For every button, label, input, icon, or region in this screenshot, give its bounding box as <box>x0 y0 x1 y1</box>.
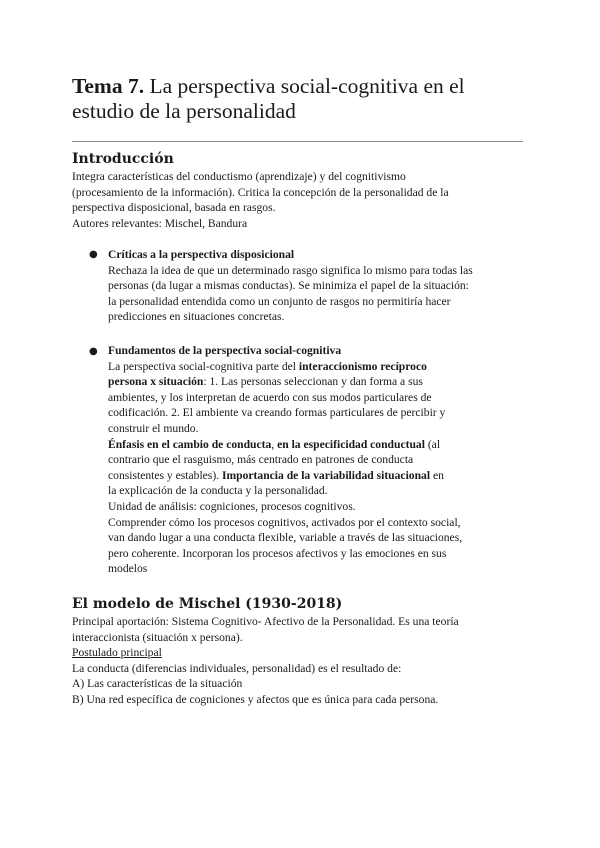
fundamentos-line: modelos <box>108 562 148 576</box>
mischel-line: A) Las características de la situación <box>72 677 243 691</box>
mischel-paragraph <box>72 614 459 708</box>
fundamentos-line: ambientes, y los interpretan de acuerdo con sus modos particulares de <box>108 390 432 404</box>
intro-line: perspectiva disposicional, basada en rasgos. <box>72 201 276 215</box>
mischel-heading: El modelo de Mischel (1930-2018) <box>72 596 343 612</box>
intro-line: Autores relevantes: Mischel, Bandura <box>72 216 248 230</box>
fundamentos-line: pero coherente. Incorporan los procesos afectivos y las emociones en sus <box>108 546 447 560</box>
bullet-marker: ● <box>89 346 98 357</box>
title-label: Tema 7. <box>72 74 145 98</box>
intro-line: (procesamiento de la información). Critica la concepción de la personalidad de la <box>72 185 449 199</box>
bullet-criticas-line: personas (da lugar a mismas conductas). Se minimiza el papel de la situación: <box>108 279 469 293</box>
fundamentos-line: Unidad de análisis: cogniciones, procesos cognitivos. <box>108 499 356 513</box>
title-text-line1: La perspectiva social-cognitiva en el <box>149 74 465 98</box>
fundamentos-line: construir el mundo. <box>108 421 199 435</box>
fundamentos-line: la explicación de la conducta y la personalidad. <box>108 484 328 498</box>
bullet-criticas-line: Rechaza la idea de que un determinado rasgo significa lo mismo para todas las <box>108 263 473 277</box>
title-text-line2: estudio de la personalidad <box>72 99 296 123</box>
mischel-line: La conducta (diferencias individuales, personalidad) es el resultado de: <box>72 661 402 675</box>
fundamentos-line: Comprender cómo los procesos cognitivos, activados por el contexto social, <box>108 515 461 529</box>
title-divider <box>72 141 523 142</box>
fundamentos-line: consistentes y estables). Importancia de la variabilidad situacional en <box>108 468 444 482</box>
bullet-criticas-heading: Críticas a la perspectiva disposicional <box>108 248 295 261</box>
fundamentos-line: contrario que el rasguismo, más centrado en patrones de conducta <box>108 453 414 467</box>
mischel-line: interaccionista (situación x persona). <box>72 630 243 644</box>
fundamentos-line: van dando lugar a una conducta flexible, variable a través de las situaciones, <box>108 531 463 545</box>
bullet-criticas <box>108 247 473 325</box>
fundamentos-line: Énfasis en el cambio de conducta, en la especificidad conductual (al <box>108 437 441 451</box>
intro-paragraph <box>72 169 449 231</box>
fundamentos-line: codificación. 2. El ambiente va creando formas particulares de percibir y <box>108 406 446 420</box>
postulado-heading: Postulado principal <box>72 646 162 660</box>
intro-line: Integra características del conductismo (aprendizaje) y del cognitivismo <box>72 170 406 183</box>
fundamentos-line: La perspectiva social-cognitiva parte del interaccionismo recíproco <box>108 359 427 373</box>
bullet-criticas-line: la personalidad entendida como un conjunto de rasgos no permitiría hacer <box>108 294 451 308</box>
bullet-fundamentos-heading: Fundamentos de la perspectiva social-cognitiva <box>108 344 342 357</box>
mischel-line: Principal aportación: Sistema Cognitivo- Afectivo de la Personalidad. Es una teoría <box>72 615 459 628</box>
intro-heading: Introducción <box>72 151 174 167</box>
mischel-line: B) Una red específica de cogniciones y afectos que es única para cada persona. <box>72 692 439 706</box>
bullet-criticas-line: predicciones en situaciones concretas. <box>108 310 285 324</box>
page-title <box>72 74 542 124</box>
bullet-marker: ● <box>89 249 98 260</box>
fundamentos-line: persona x situación: 1. Las personas seleccionan y dan forma a sus <box>108 375 423 389</box>
bullet-fundamentos <box>108 343 462 577</box>
